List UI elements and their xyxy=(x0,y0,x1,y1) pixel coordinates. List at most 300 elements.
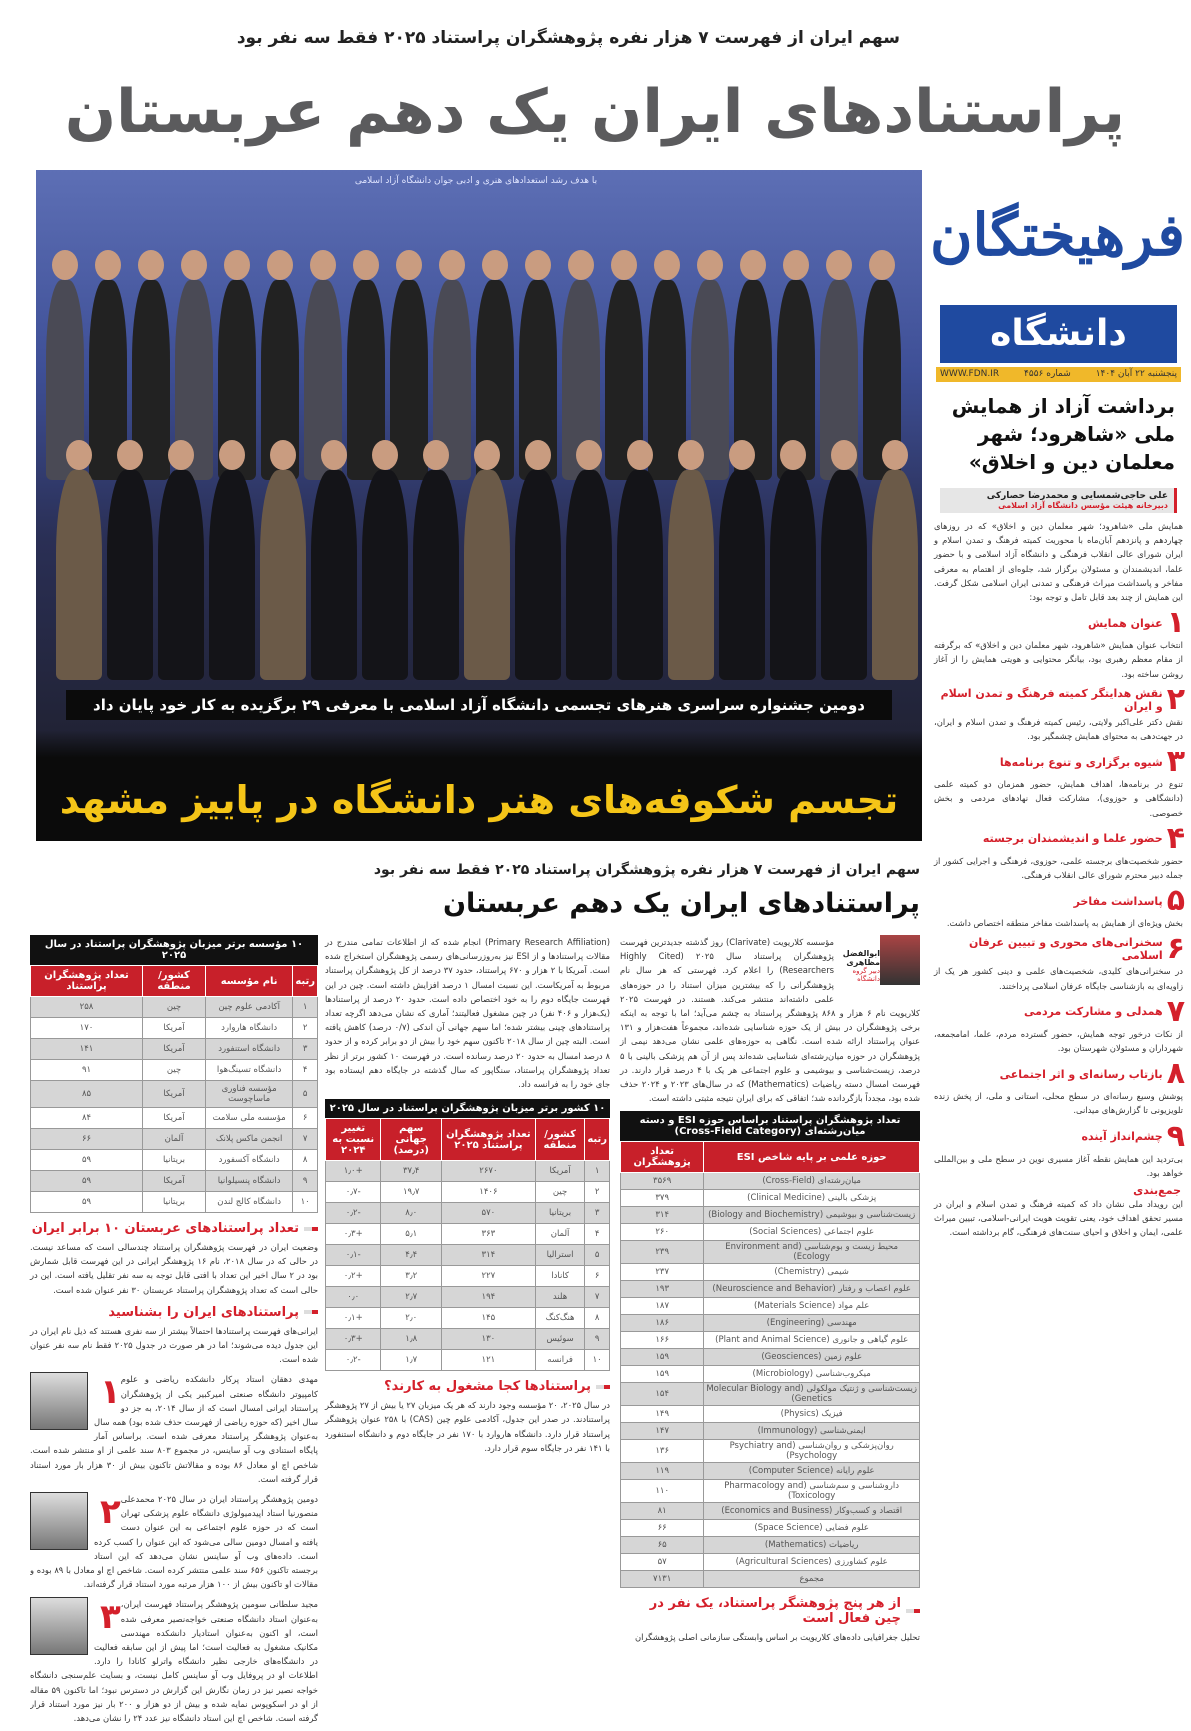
table-cell: ۱۳۶ xyxy=(621,1440,704,1463)
person-head xyxy=(611,250,637,280)
column-header: نام مؤسسه xyxy=(205,966,292,997)
researcher-photo xyxy=(30,1372,88,1430)
table-cell: بریتانیا xyxy=(535,1203,585,1224)
side-section-heading xyxy=(930,883,1185,919)
table-cell: ۳۷٫۴ xyxy=(381,1161,441,1182)
table-cell: ۳۶۳ xyxy=(441,1224,535,1245)
article-headline: پراستنادهای ایران یک دهم عربستان xyxy=(442,888,920,919)
table-cell: ۱۶۶ xyxy=(621,1332,704,1349)
table-row xyxy=(621,1537,920,1554)
section-title: عنوان همایش xyxy=(1087,616,1163,630)
side-article-sections xyxy=(930,605,1185,1239)
person-head xyxy=(117,440,143,470)
person-head xyxy=(474,440,500,470)
side-article-headline: برداشت آزاد از همایش ملی «شاهرود؛ شهر معلمان دین و اخلاق» xyxy=(951,394,1175,474)
section-heading xyxy=(30,1221,318,1236)
right-column xyxy=(930,170,1185,1695)
table-row xyxy=(326,1329,610,1350)
person-head xyxy=(831,440,857,470)
table-cell: ۱۹۳ xyxy=(621,1281,704,1298)
photo-headline-band xyxy=(36,730,922,841)
person-head xyxy=(168,440,194,470)
table-cell: ایمنی‌شناسی (Immunology) xyxy=(704,1423,920,1440)
researcher-item xyxy=(30,1492,318,1591)
table-cell: ۱۰ xyxy=(585,1350,610,1371)
table-row xyxy=(621,1224,920,1241)
person-figure xyxy=(668,470,714,680)
table-row xyxy=(621,1406,920,1423)
column-header: تعداد پژوهشگران xyxy=(621,1142,704,1173)
table-cell: ۸ xyxy=(585,1308,610,1329)
table-row xyxy=(621,1241,920,1264)
person-head xyxy=(678,440,704,470)
table-cell: ۱۴۰۶ xyxy=(441,1182,535,1203)
side-section-heading xyxy=(930,820,1185,856)
person-head xyxy=(219,440,245,470)
article-text: (Primary Research Affiliation) انجام شده که از اطلاعات تمامی مندرج در مقالات پراستنادها و از ESI نیز به‌روزرسانی‌های رسمی پژوهشگران استخراج شده است. آمریکا با ۲ هزار و ۶۷۰ پراستناد، حدود ۳۷ درصد از کل پژوهشگران پراستناد مربوط به آمریکاست. این نسبت امسال ۱ درصد افزایش داشته است. چین در این فهرست جایگاه دوم را به خود اختصاص داده است. حدود ۲۰ درصد از پراستنادها (یک‌هزار و ۴۰۶ نفر) در چین مشغول فعالیتند؛ آماری که نشان می‌دهد اگرچه تعداد پراستنادهای چینی بیشتر شده؛ اما سهم جهانی آن اندکی (۰/۷ درصد) کاهش یافته است. البته چین از سال ۲۰۱۸ تاکنون سهم خود را بیش از دو برابر کرده و از حدود ۸ درصد امسال به حدود ۲۰ درصد رسانده است. در فهرست ۱۰ کشور برتر از نظر تعداد پژوهشگران پراستناد، سنگاپور که سال گذشته در جایگاه دهم ایستاده بود جای خود را به فرانسه داد. xyxy=(325,937,611,1090)
researcher-number: ۳ xyxy=(100,1597,121,1638)
column-header: تغییر نسبت به ۲۰۲۴ xyxy=(326,1119,381,1161)
table-cell: +۱٫۰ xyxy=(326,1161,381,1182)
author-names: علی حاجی‌شمسایی و محمدرضا حصارکی xyxy=(986,491,1168,501)
table-row xyxy=(621,1571,920,1588)
table-cell: ۳٫۲ xyxy=(381,1266,441,1287)
table-row xyxy=(326,1203,610,1224)
table-row xyxy=(31,1171,318,1192)
table-cell: ۹۱ xyxy=(31,1060,143,1081)
column-header: سهم جهانی (درصد) xyxy=(381,1119,441,1161)
person-head xyxy=(697,250,723,280)
table-row xyxy=(326,1161,610,1182)
side-section-heading xyxy=(930,744,1185,780)
table-cell: ۲ xyxy=(293,1018,318,1039)
table-row xyxy=(31,1039,318,1060)
table-cell: آلمان xyxy=(143,1129,206,1150)
table-cell: آمریکا xyxy=(535,1161,585,1182)
author-role: دبیر گروه دانشگاه xyxy=(852,967,880,983)
side-section xyxy=(930,1184,1185,1240)
table-cell: ۲۵۸ xyxy=(31,997,143,1018)
website-link[interactable]: WWW.FDN.IR xyxy=(940,369,1000,379)
date-bar xyxy=(936,367,1181,382)
person-head xyxy=(654,250,680,280)
table-cell: -۰٫۲ xyxy=(326,1350,381,1371)
table-cell: چین xyxy=(143,997,206,1018)
table-cell: ۲۳۷ xyxy=(621,1264,704,1281)
table-cell: ۵۹ xyxy=(31,1150,143,1171)
stage-banner: با هدف رشد استعدادهای هنری و ادبی جوان دانشگاه آزاد اسلامی xyxy=(354,176,598,186)
section-heading-text: پراستنادهای ایران را بشناسید xyxy=(108,1304,299,1320)
section-heading xyxy=(325,1379,610,1394)
side-section-heading xyxy=(930,681,1185,717)
table-cell: علوم اجتماعی (Social Sciences) xyxy=(704,1224,920,1241)
table-cell: علوم فضایی (Space Science) xyxy=(704,1520,920,1537)
table-cell: دانشگاه تسینگ‌هوا xyxy=(205,1060,292,1081)
article-author xyxy=(842,935,920,995)
table-row xyxy=(621,1383,920,1406)
table-cell: ۱۴۷ xyxy=(621,1423,704,1440)
section-logo: دانشگاه xyxy=(940,305,1177,363)
table-cell: ۱۰ xyxy=(293,1192,318,1213)
table-cell: ۲ xyxy=(585,1182,610,1203)
table-cell: انجمن ماکس پلانک xyxy=(205,1129,292,1150)
table-cell: +۰٫۳ xyxy=(326,1224,381,1245)
person-head xyxy=(321,440,347,470)
person-figure xyxy=(617,470,663,680)
section-text: از نکات درخور توجه همایش، حضور گسترده مردم، علما، امامجمعه، شهرداران و مسئولان شهرستان بود. xyxy=(934,1028,1183,1054)
table-cell: ۳۵۶۹ xyxy=(621,1173,704,1190)
table-row xyxy=(621,1554,920,1571)
main-headline: پراستنادهای ایران یک دهم عربستان xyxy=(64,77,1126,147)
table-cell: ۷ xyxy=(293,1129,318,1150)
table-cell: فیزیک (Physics) xyxy=(704,1406,920,1423)
person-head xyxy=(267,250,293,280)
section-text: پوشش وسیع رسانه‌ای در سطح محلی، استانی و ملی، از پخش زنده‌ تلویزیونی تا گزارش‌های میدانی. xyxy=(934,1091,1183,1116)
table-cell: اقتصاد و کسب‌وکار (Economics and Business) xyxy=(704,1503,920,1520)
table-cell: میکروب‌شناسی (Microbiology) xyxy=(704,1366,920,1383)
table-cell: چین xyxy=(143,1060,206,1081)
table-row xyxy=(326,1266,610,1287)
table-cell: ۸۵ xyxy=(31,1081,143,1108)
person-head xyxy=(372,440,398,470)
article-text: تحلیل جغرافیایی داده‌های کلاریویت بر اساس وابستگی سازمانی اصلی پژوهشگران xyxy=(635,1632,920,1643)
person-head xyxy=(310,250,336,280)
person-head xyxy=(439,250,465,280)
table-cell: ۶ xyxy=(585,1266,610,1287)
section-number: ۷ xyxy=(1166,993,1185,1029)
section-number: ۸ xyxy=(1166,1056,1185,1092)
side-section-heading xyxy=(930,1056,1185,1092)
person-head xyxy=(869,250,895,280)
table-cell: دانشگاه آکسفورد xyxy=(205,1150,292,1171)
person-head xyxy=(780,440,806,470)
table-cell: ۵۹ xyxy=(31,1192,143,1213)
esi-fields-table xyxy=(620,1111,920,1588)
table-row xyxy=(31,1081,318,1108)
table-cell: ۱ xyxy=(585,1161,610,1182)
table-cell: ۱۱۰ xyxy=(621,1480,704,1503)
table-row xyxy=(621,1480,920,1503)
table-row xyxy=(621,1298,920,1315)
table-row xyxy=(31,997,318,1018)
person-head xyxy=(525,440,551,470)
column-header: رتبه xyxy=(293,966,318,997)
person-head xyxy=(576,440,602,470)
table-cell: ۴٫۴ xyxy=(381,1245,441,1266)
table-cell: آمریکا xyxy=(143,1018,206,1039)
table-cell: محیط زیست و بوم‌شناسی (Environment and Ecology) xyxy=(704,1241,920,1264)
table-row xyxy=(621,1423,920,1440)
table-cell: ۳ xyxy=(293,1039,318,1060)
table-cell: ۵۷ xyxy=(621,1554,704,1571)
table-row xyxy=(621,1173,920,1190)
table-cell: پزشکی بالینی (Clinical Medicine) xyxy=(704,1190,920,1207)
table-row xyxy=(621,1349,920,1366)
side-section xyxy=(930,605,1185,681)
table-cell: علوم رایانه (Computer Science) xyxy=(704,1463,920,1480)
table-title: ۱۰ مؤسسه برتر میزبان پژوهشگران پراستناد در سال ۲۰۲۵ xyxy=(30,935,318,965)
table-cell: ۱٫۷ xyxy=(381,1350,441,1371)
side-section xyxy=(930,1056,1185,1117)
section-number: ۱ xyxy=(1166,605,1185,641)
table-header-row xyxy=(31,966,318,997)
section-text: بخش ویژه‌ای از همایش به پاسداشت مفاخر منطقه اختصاص داشت. xyxy=(946,918,1183,929)
section-text: تنوع در برنامه‌ها، اهداف همایش، حضور همزمان دو کمیته علمی (دانشگاهی و حوزوی)، مشارکت فعال نهادهای مردمی و بخش خصوصی. xyxy=(934,779,1183,818)
column-header: تعداد پژوهشگران پراستناد ۲۰۲۵ xyxy=(441,1119,535,1161)
table-row xyxy=(621,1366,920,1383)
table-cell: ۱۴۱ xyxy=(31,1039,143,1060)
section-number: ۹ xyxy=(1166,1118,1185,1154)
table-cell: ۱۷۰ xyxy=(31,1018,143,1039)
table-row xyxy=(326,1224,610,1245)
table-cell: ۱۸۶ xyxy=(621,1315,704,1332)
side-section-heading xyxy=(930,605,1185,641)
table-row xyxy=(326,1308,610,1329)
section-heading xyxy=(30,1305,318,1320)
table-cell: هلند xyxy=(535,1287,585,1308)
section-text: در سخنرانی‌های کلیدی، شخصیت‌های علمی و دینی کشور هر یک از زاویه‌ای به بازشناسی جایگاه عرفان اسلامی پرداختند. xyxy=(934,966,1183,991)
table-cell: ۵ xyxy=(585,1245,610,1266)
section-title: بازتاب رسانه‌ای و اثر اجتماعی xyxy=(999,1067,1163,1081)
section-title: نقش هدایتگر کمیته فرهنگ و تمدن اسلام و ایران xyxy=(940,686,1163,713)
table-cell: ۱۱۹ xyxy=(621,1463,704,1480)
table-cell: سوئیس xyxy=(535,1329,585,1350)
table-cell: استرالیا xyxy=(535,1245,585,1266)
person-head xyxy=(396,250,422,280)
table-cell: ۳ xyxy=(585,1203,610,1224)
article-column-1 xyxy=(620,935,920,1645)
table-row xyxy=(621,1332,920,1349)
table-cell: آکادمی علوم چین xyxy=(205,997,292,1018)
institutions-table xyxy=(30,935,318,1213)
table-cell: علوم زمین (Geosciences) xyxy=(704,1349,920,1366)
table-cell: +۰٫۳ xyxy=(326,1329,381,1350)
table-cell: ۲۶۰ xyxy=(621,1224,704,1241)
table-row xyxy=(31,1129,318,1150)
table-row xyxy=(326,1287,610,1308)
table-cell: ۴ xyxy=(585,1224,610,1245)
table-cell: ۵۷۰ xyxy=(441,1203,535,1224)
table-cell: +۰٫۲ xyxy=(326,1266,381,1287)
table-cell: کانادا xyxy=(535,1266,585,1287)
section-text: این رویداد ملی نشان داد که کمیته فرهنگ و تمدن اسلام و ایران در مسیر تحقق اهداف خود، یعنی تقویت هویت ایرانی-اسلامی، تبیین میراث علمی، ایمان و اخلاق و احیای سنت‌های فرهنگی، گام برداشته است. xyxy=(934,1199,1183,1238)
person-head xyxy=(882,440,908,470)
table-cell: زیست‌شناسی و ژنتیک مولکولی (Molecular Biology and Genetics) xyxy=(704,1383,920,1406)
person-figure xyxy=(56,470,102,680)
side-article-intro: همایش ملی «شاهرود؛ شهر معلمان دین و اخلاق» که در روزهای چهاردهم و پانزدهم آبان‌ماه با محوریت کمیته فرهنگ و تمدن اسلام و ایران شورای عالی انقلاب فرهنگی و دانشگاه آزاد اسلامی و با حضور علما، اندیشمندان و مسئولان برگزار شد، جلوه‌ای از اهتمام به معرفی مفاخر و پاسداشت میراث فرهنگی و تمدنی ایران اسلامی شکل گرفت. این همایش از چند بعد قابل تامل و توجه بود: xyxy=(934,521,1183,603)
person-figure xyxy=(719,470,765,680)
table-row xyxy=(621,1315,920,1332)
table-cell: بریتانیا xyxy=(143,1150,206,1171)
table-cell: روان‌پزشکی و روان‌شناسی (Psychiatry and Psychology) xyxy=(704,1440,920,1463)
table-cell: ۱۹٫۷ xyxy=(381,1182,441,1203)
article-column-3 xyxy=(30,935,318,1731)
table-cell: ۱۴۵ xyxy=(441,1308,535,1329)
column-header: تعداد پژوهشگران پراستناد xyxy=(31,966,143,997)
side-section-heading xyxy=(930,1184,1185,1197)
table-cell: مؤسسه فناوری ماساچوست xyxy=(205,1081,292,1108)
table-cell: ۲۶۷۰ xyxy=(441,1161,535,1182)
section-text: نقش دکتر علی‌اکبر ولایتی، رئیس کمیته فرهنگ و تمدن اسلام و ایران، در جهت‌دهی به محتوای همایش چشمگیر بود. xyxy=(934,716,1183,742)
table-cell: ۸٫۰ xyxy=(381,1203,441,1224)
table-cell: ۶۶ xyxy=(621,1520,704,1537)
table-row xyxy=(31,1150,318,1171)
article-text: در سال ۲۰۲۵، ۲۰ مؤسسه وجود دارند که هر یک میزبان ۲۷ یا بیش از ۲۷ پژوهشگر پراستنادند. در صدر این جدول، آکادمی علوم چین (CAS) با ۲۵۸ عنوان پژوهشگر پراستناد قرار دارد. دانشگاه هاروارد با ۱۷۰ نفر در جایگاه دوم و دانشگاه استنفورد با ۱۴۱ نفر در جایگاه سوم قرار دارد. xyxy=(325,1400,610,1453)
table-cell: علوم کشاورزی (Agricultural Sciences) xyxy=(704,1554,920,1571)
side-section-heading xyxy=(930,1118,1185,1154)
table-row xyxy=(621,1503,920,1520)
section-number: ۵ xyxy=(1166,883,1185,919)
section-title: سخنرانی‌های محوری و تبیین عرفان اسلامی xyxy=(968,936,1163,963)
person-head xyxy=(52,250,78,280)
section-heading-text: تعداد پراستنادهای عربستان ۱۰ برابر ایران xyxy=(31,1221,299,1236)
side-section xyxy=(930,681,1185,743)
side-section xyxy=(930,820,1185,882)
table-cell: آمریکا xyxy=(143,1108,206,1129)
table-cell: +۰٫۱ xyxy=(326,1308,381,1329)
table-cell: ۳۱۴ xyxy=(621,1207,704,1224)
event-photo xyxy=(36,170,922,841)
table-cell: ۲٫۰ xyxy=(381,1308,441,1329)
table-row xyxy=(31,1108,318,1129)
author-photo xyxy=(880,935,920,985)
person-figure xyxy=(821,470,867,680)
table-cell: آمریکا xyxy=(143,1039,206,1060)
section-title: شیوه برگزاری و تنوع برنامه‌ها xyxy=(999,755,1163,769)
table-cell: ۷ xyxy=(585,1287,610,1308)
table-cell: ۴ xyxy=(293,1060,318,1081)
table-cell: ۲٫۷ xyxy=(381,1287,441,1308)
person-head xyxy=(482,250,508,280)
table-row xyxy=(326,1182,610,1203)
table-cell: ۱۹۴ xyxy=(441,1287,535,1308)
table-row xyxy=(31,1018,318,1039)
column-header: حوزه علمی بر پایه شاخص ESI xyxy=(704,1142,920,1173)
newspaper-logo: فرهیختگان xyxy=(929,201,1185,269)
section-heading-text: از هر پنج پژوهشگر پراستناد، یک نفر در چین فعال است xyxy=(649,1596,901,1627)
table-row xyxy=(621,1281,920,1298)
table-row xyxy=(326,1350,610,1371)
person-figure xyxy=(158,470,204,680)
column-header: کشور/ منطقه xyxy=(535,1119,585,1161)
section-number: ۲ xyxy=(1166,681,1185,717)
table-cell: ۲۲۷ xyxy=(441,1266,535,1287)
person-figure xyxy=(311,470,357,680)
person-head xyxy=(224,250,250,280)
table-cell: ۸ xyxy=(293,1150,318,1171)
researcher-text: مجید سلطانی سومین پژوهشگر پراستناد فهرست ایران، به‌عنوان استاد دانشگاه صنعتی خواجه‌نصیر معرفی شده است، او اکنون به‌عنوان استادیار دانشکده مهندسی مکانیک مشغول به فعالیت است؛ اما پیش از این سابقه فعالیت در دانشگاه‌های خارجی نظیر دانشگاه واترلو کانادا را دارد. اطلاعات او در پروفایل وب آو ساینس کامل نیست، و بسایت علم‌سنجی دانشگاه خواجه نصیر نیز در زمان نگارش این گزارش در دسترس نبود؛ اما تاکنون ۵۹ مقاله از او در اسکوپوس نمایه شده و بیش از دو هزار و ۲۰۰ بار نیز مورد استناد قرار گرفته است. شاخص اچ این استاد دانشگاه نیز عدد ۲۴ را نشان می‌دهد. xyxy=(30,1599,318,1724)
top-kicker: سهم ایران از فهرست ۷ هزار نفره پژوهشگران پراستناد ۲۰۲۵ فقط سه نفر بود xyxy=(236,28,900,48)
table-cell: ۹ xyxy=(293,1171,318,1192)
table-row xyxy=(621,1264,920,1281)
table-row xyxy=(621,1463,920,1480)
table-cell: آلمان xyxy=(535,1224,585,1245)
table-cell: میان‌رشته‌ای (Cross-Field) xyxy=(704,1173,920,1190)
person-head xyxy=(353,250,379,280)
section-number: ۶ xyxy=(1166,931,1185,967)
column-header: کشور/ منطقه xyxy=(143,966,206,997)
table-cell: زیست‌شناسی و بیوشیمی (Biology and Biochemistry) xyxy=(704,1207,920,1224)
table-cell: ۱۵۴ xyxy=(621,1383,704,1406)
countries-table xyxy=(325,1099,610,1371)
table-cell: ۱٫۸ xyxy=(381,1329,441,1350)
table-cell: ۶۵ xyxy=(621,1537,704,1554)
researcher-list xyxy=(30,1372,318,1725)
table-cell: ۱۵۹ xyxy=(621,1349,704,1366)
table-cell: ۷۱۳۱ xyxy=(621,1571,704,1588)
table-cell: علوم گیاهی و جانوری (Plant and Animal Science) xyxy=(704,1332,920,1349)
side-section xyxy=(930,883,1185,930)
table-cell: ریاضیات (Mathematics) xyxy=(704,1537,920,1554)
section-heading-text: پراستنادها کجا مشغول به کارند؟ xyxy=(384,1379,591,1395)
section-number: ۳ xyxy=(1166,744,1185,780)
table-cell: علم مواد (Materials Science) xyxy=(704,1298,920,1315)
table-cell: ۳۷۹ xyxy=(621,1190,704,1207)
section-title: حضور علما و اندیشمندان برجسته xyxy=(982,832,1163,846)
side-section xyxy=(930,993,1185,1055)
table-cell: ۰٫۰ xyxy=(326,1287,381,1308)
person-figure xyxy=(260,470,306,680)
table-title: ۱۰ کشور برتر میزبان پژوهشگران پراستناد در سال ۲۰۲۵ xyxy=(325,1099,610,1118)
section-text: انتخاب عنوان همایش «شاهرود، شهر معلمان دین و اخلاق» که برگرفته از مقام معظم رهبری بود، بیانگر محتوایی و هویتی همایش را از آغاز روشن ساخته بود. xyxy=(934,640,1183,679)
table-cell: ۱۳۰ xyxy=(441,1329,535,1350)
table-cell: فرانسه xyxy=(535,1350,585,1371)
table-cell: ۱۴۹ xyxy=(621,1406,704,1423)
researcher-text: دومین پژوهشگر پراستناد ایران در سال ۲۰۲۵ محمدعلی منصورنیا استاد اپیدمیولوژی دانشگاه علوم پزشکی تهران است که در حوزه علوم اجتماعی به این عنوان دست یافته و امسال دومین سالی می‌شود که این عنوان را کسب کرده است. داده‌های وب آو ساینس نشان می‌دهد که این استاد برجسته تاکنون ۶۵۶ سند علمی منتشر کرده است. شاخص اچ او معادل با ۸۹ بوده و مقالات او تاکنون بیش از ۱۰۰ هزار مرتبه مورد استناد قرار گرفته‌اند. xyxy=(30,1494,318,1590)
table-cell: ۳۱۴ xyxy=(441,1245,535,1266)
side-section-heading xyxy=(930,993,1185,1029)
table-cell: آمریکا xyxy=(143,1171,206,1192)
table-cell: ۲۳۹ xyxy=(621,1241,704,1264)
column-header: رتبه xyxy=(585,1119,610,1161)
person-figure xyxy=(362,470,408,680)
table-cell: ۱۸۷ xyxy=(621,1298,704,1315)
table-header-row xyxy=(326,1119,610,1161)
table-cell: -۰٫۱ xyxy=(326,1245,381,1266)
table-row xyxy=(621,1520,920,1537)
table-cell: بریتانیا xyxy=(143,1192,206,1213)
person-figure xyxy=(515,470,561,680)
table-cell: داروشناسی و سم‌شناسی (Pharmacology and Toxicology) xyxy=(704,1480,920,1503)
person-head xyxy=(66,440,92,470)
table-cell: ۸۱ xyxy=(621,1503,704,1520)
section-title: چشم‌انداز آینده xyxy=(1081,1130,1163,1144)
table-cell: ۱۲۱ xyxy=(441,1350,535,1371)
person-head xyxy=(729,440,755,470)
person-head xyxy=(270,440,296,470)
article-kicker: سهم ایران از فهرست ۷ هزار نفره پژوهشگران پراستناد ۲۰۲۵ فقط سه نفر بود xyxy=(373,862,920,878)
table-cell: ۹ xyxy=(585,1329,610,1350)
person-head xyxy=(740,250,766,280)
table-cell: دانشگاه کالج لندن xyxy=(205,1192,292,1213)
person-figure xyxy=(566,470,612,680)
side-section xyxy=(930,1118,1185,1180)
researcher-text: مهدی دهقان استاد پرکار دانشکده ریاضی و علوم کامپیوتر دانشگاه صنعتی امیرکبیر یکی از پژوهشگران پراستناد ایرانی امسال است که از سال ۲۰۱۴، به جز دو سال اخیر (که حوزه ریاضی از فهرست حذف شده بود) همه سال به‌عنوان پژوهشگر پراستناد معرفی شده است. براساس آمار پایگاه استنادی وب آو ساینس، در مجموع ۸۰۳ سند علمی از او منتشر شده است. شاخص اچ او معادل ۸۶ بوده و مقالاتش تاکنون بیش از ۳۰ هزار بار مورد استناد قرار گرفته است. xyxy=(30,1374,318,1484)
section-title: جمع‌بندی xyxy=(1133,1184,1181,1198)
person-head xyxy=(568,250,594,280)
table-cell: ۱ xyxy=(293,997,318,1018)
author-name: ابوالفضل مظاهری xyxy=(842,949,880,967)
table-cell: ۸۴ xyxy=(31,1108,143,1129)
table-row xyxy=(326,1245,610,1266)
person-head xyxy=(627,440,653,470)
researcher-item xyxy=(30,1372,318,1486)
table-cell: دانشگاه پنسیلوانیا xyxy=(205,1171,292,1192)
table-cell: آمریکا xyxy=(143,1081,206,1108)
table-header-row xyxy=(621,1142,920,1173)
table-cell: ۵ xyxy=(293,1081,318,1108)
section-number: ۴ xyxy=(1166,820,1185,856)
